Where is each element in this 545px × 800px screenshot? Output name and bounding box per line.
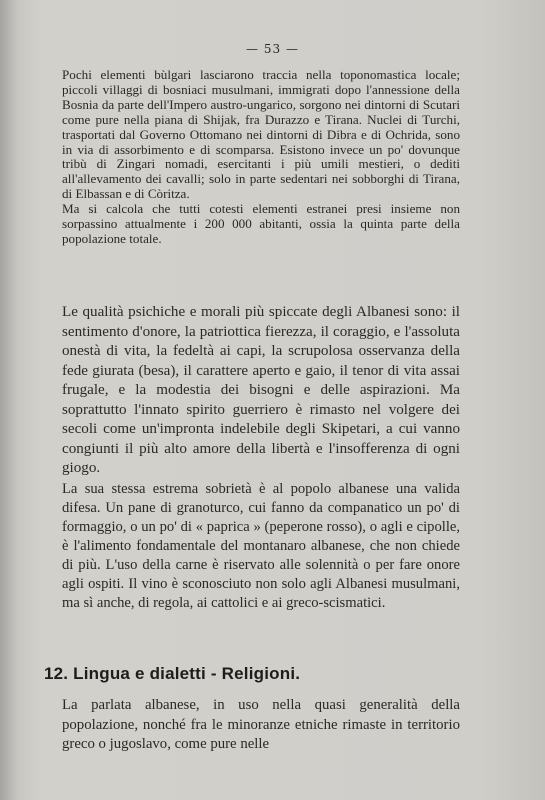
paragraph-minor-ethnic-groups: Pochi elementi bùlgari lasciarono traccia nella toponomastica locale; piccoli villaggi di bosniaci musulmani, immigrati dopo l'annessione della Bosnia da parte dell'Impero austro-ungarico, sorgono nei dintorni di Scutari come pure nella piana di Shijak, fra Durazzo e Tirana. Nuclei di Turchi, trasportati dal Governo Ottomano nei dintorni di Dibra e di Ochrida, sono in via di assorbimento e di scomparsa. Esistono invece un po' dovunque tribù di Zingari nomadi, esercitanti i più umili mestieri, o dediti all'allevamento dei cavalli; solo in parte sedentari nei sobborghi di Tirana, di Elbassan e di Còritza. (62, 67, 460, 202)
paragraph-language: La parlata albanese, in uso nella quasi generalità della popolazione, nonché fra le minoranze etniche rimaste in territorio greco o jugoslavo, come pure nelle (62, 697, 460, 753)
small-text-block (62, 68, 460, 247)
paragraph-sobriety: La sua stessa estrema sobrietà è al popolo albanese una valida difesa. Un pane di granoturco, cui fanno da companatico un po' di formaggio, o un po' di « paprica » (peperone rosso), o agli e cipolle, è l'alimento fondamentale del montanaro albanese, che non chiede di più. L'uso della carne è riservato alle solennità o per fare onore agli ospiti. Il vino è sconosciuto non solo agli Albanesi musulmani, ma sì anche, di regola, ai cattolici e ai greco-scismatici. (62, 481, 460, 611)
paragraph-population-estimate: Ma si calcola che tutti cotesti elementi estranei presi insieme non sorpassino attualmente i 200 000 abitanti, ossia la quinta parte della popolazione totale. (62, 201, 460, 246)
paragraph-albanian-qualities: Le qualità psichiche e morali più spiccate degli Albanesi sono: il sentimento d'onore, la patriottica fierezza, il coraggio, e l'assoluta onestà di vita, la fedeltà ai capi, la scrupolosa osservanza della fede giurata (besa), il carattere aperto e gaio, il tenor di vita assai frugale, e la modestia dei bisogni e delle aspirazioni. Ma soprattutto l'innato spirito guerriero è rimasto nel volgere dei secoli come un'impronta indelebile degli Skipetari, a cui vanno congiunti il più alto amore della libertà e l'insofferenza di ogni giogo. (62, 304, 460, 476)
section-heading: 12. Lingua e dialetti - Religioni. (44, 664, 301, 683)
language-text-block (62, 696, 460, 755)
page-number: — 53 — (246, 42, 299, 56)
qualities-text-block (62, 303, 460, 479)
sobriety-text-block (62, 480, 460, 613)
